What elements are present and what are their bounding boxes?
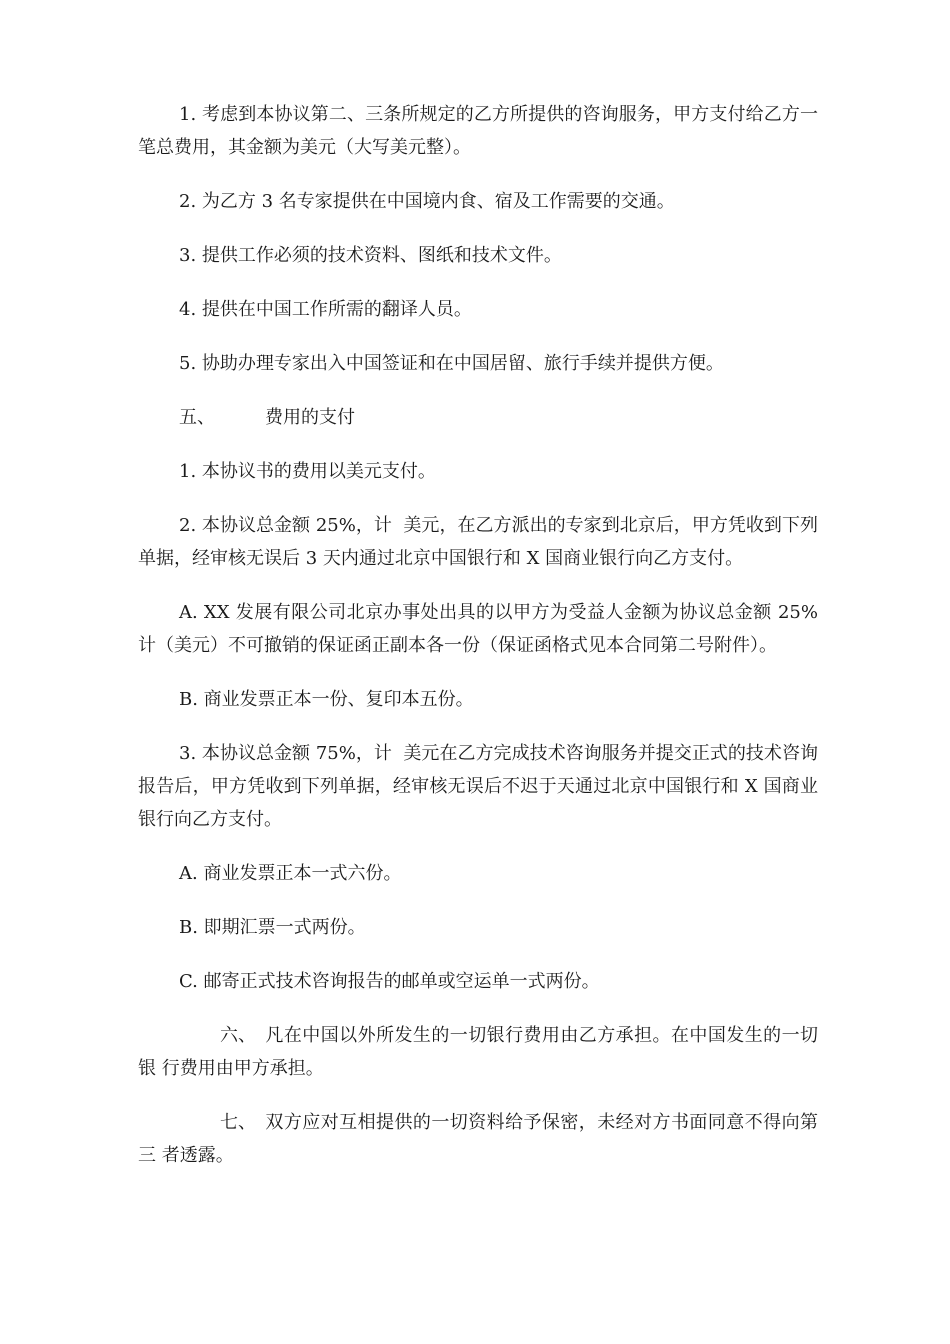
paragraph-commercial-invoice: B. 商业发票正本一份、复印本五份。 xyxy=(179,689,474,710)
section-heading-five xyxy=(138,401,818,434)
section-text: 凡在中国以外所发生的一切银行费用由乙方承担。在中国发生的一切银 行费用由甲方承担。 xyxy=(138,1025,818,1079)
section-title: 费用的支付 xyxy=(265,407,355,428)
section-number: 五、 xyxy=(179,407,215,428)
document-page xyxy=(138,98,818,1193)
section-six-bank-fees xyxy=(138,1019,818,1085)
paragraph-technical-materials: 3. 提供工作必须的技术资料、图纸和技术文件。 xyxy=(179,245,562,266)
paragraph-first-installment: 2. 本协议总金额 25%，计 美元，在乙方派出的专家到北京后，甲方凭收到下列单据，经审核无误后 3 天内通过北京中国银行和 X 国商业银行向乙方支付。 xyxy=(138,515,818,569)
paragraph-translators: 4. 提供在中国工作所需的翻译人员。 xyxy=(179,299,472,320)
paragraph-invoice-six-copies: A. 商业发票正本一式六份。 xyxy=(179,863,402,884)
paragraph-sight-draft: B. 即期汇票一式两份。 xyxy=(179,917,366,938)
paragraph-second-installment: 3. 本协议总金额 75%，计 美元在乙方完成技术咨询服务并提交正式的技术咨询报告后，甲方凭收到下列单据，经审核无误后不迟于天通过北京中国银行和 X 国商业银行向乙方支付。 xyxy=(138,743,818,830)
section-number: 六、 xyxy=(220,1025,256,1046)
paragraph-mail-receipt: C. 邮寄正式技术咨询报告的邮单或空运单一式两份。 xyxy=(179,971,600,992)
section-seven-confidentiality xyxy=(138,1106,818,1172)
paragraph-payment-total: 1. 考虑到本协议第二、三条所规定的乙方所提供的咨询服务，甲方支付给乙方一笔总费用，其金额为美元（大写美元整）。 xyxy=(138,104,818,158)
section-number: 七、 xyxy=(220,1112,256,1133)
paragraph-expert-accommodation: 2. 为乙方 3 名专家提供在中国境内食、宿及工作需要的交通。 xyxy=(179,191,675,212)
section-text: 双方应对互相提供的一切资料给予保密，未经对方书面同意不得向第三 者透露。 xyxy=(138,1112,818,1166)
paragraph-guarantee-letter: A. XX 发展有限公司北京办事处出具的以甲方为受益人金额为协议总金额 25%计（美元）不可撤销的保证函正副本各一份（保证函格式见本合同第二号附件）。 xyxy=(138,602,818,656)
paragraph-usd-payment: 1. 本协议书的费用以美元支付。 xyxy=(179,461,436,482)
paragraph-visa-assistance: 5. 协助办理专家出入中国签证和在中国居留、旅行手续并提供方便。 xyxy=(179,353,724,374)
